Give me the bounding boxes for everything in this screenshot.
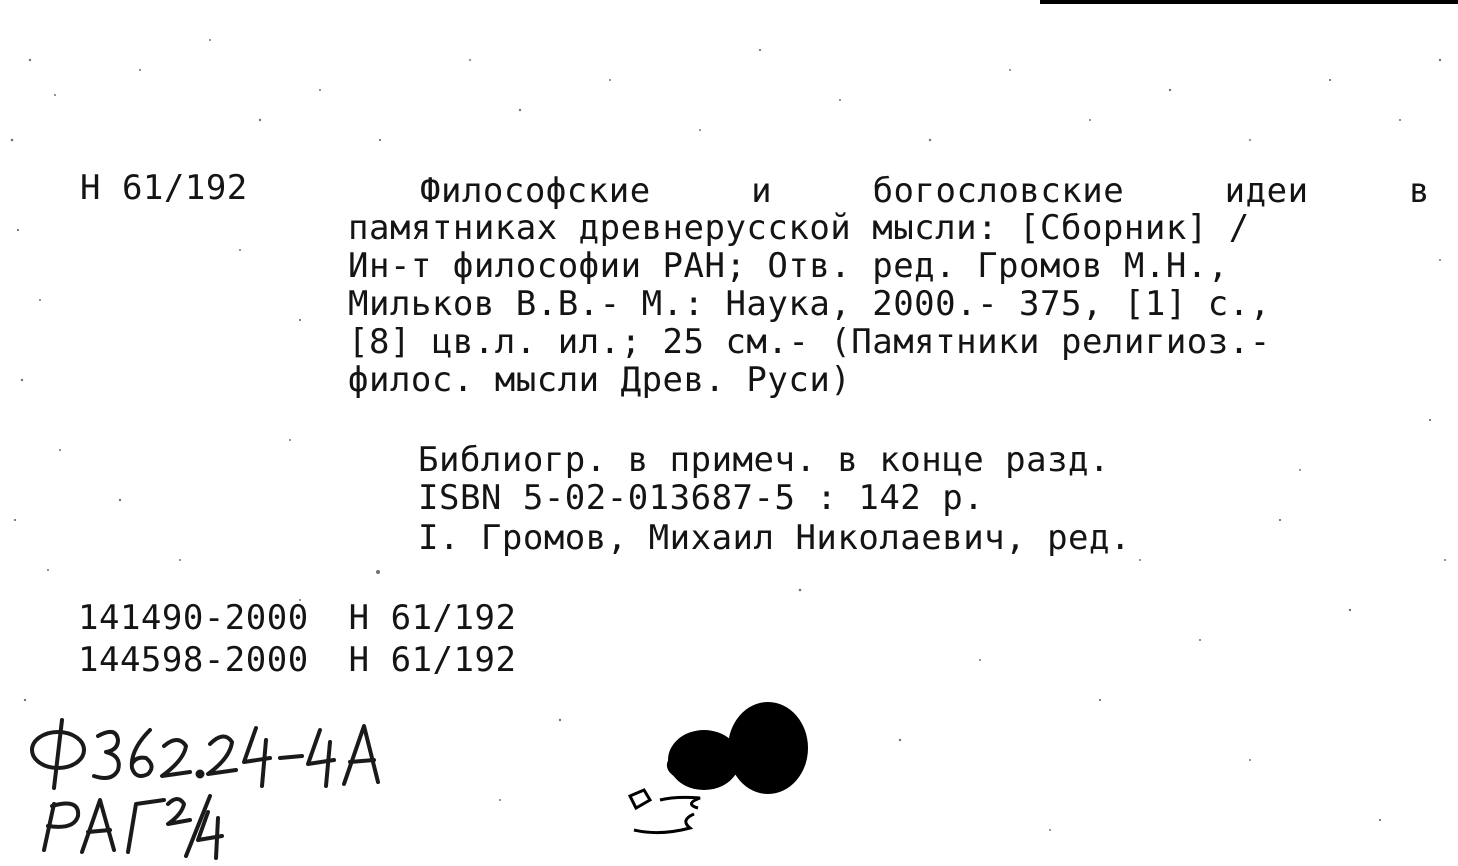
title-word: идеи: [1224, 171, 1309, 211]
handwritten-classification: [18, 700, 438, 860]
description-line: памятниках древнерусской мысли: [Сборник] /: [348, 208, 1250, 248]
card-shelfmark: Н 61/192: [80, 168, 248, 208]
title-word: в: [1409, 171, 1430, 211]
accession-number: 141490-2000: [78, 598, 309, 638]
accession-row: [78, 640, 516, 680]
title-word: и: [751, 171, 773, 211]
description-line: [8] цв.л. ил.; 25 см.- (Памятники религиоз.-: [348, 322, 1271, 362]
accession-row: [78, 598, 516, 638]
title-first-line: [420, 171, 1430, 211]
accession-shelfmark: Н 61/192: [348, 598, 517, 638]
isbn-note: ISBN 5-02-013687-5 : 142 р.: [418, 478, 985, 518]
library-stamp: [620, 690, 820, 840]
title-word: Философские: [420, 171, 651, 211]
scan-edge-line: [1040, 0, 1458, 4]
bibliography-note: Библиогр. в примеч. в конце разд.: [418, 440, 1111, 480]
accession-number: 144598-2000: [78, 640, 309, 680]
editor-entry: I. Громов, Михаил Николаевич, ред.: [418, 518, 1131, 558]
description-line: Ин-т философии РАН; Отв. ред. Громов М.Н.,: [348, 246, 1229, 286]
accession-shelfmark: Н 61/192: [348, 640, 517, 680]
description-line: Мильков В.В.- М.: Наука, 2000.- 375, [1] с.,: [348, 284, 1271, 324]
title-word: богословские: [872, 171, 1125, 211]
description-line: филос. мысли Древ. Руси): [348, 360, 852, 400]
